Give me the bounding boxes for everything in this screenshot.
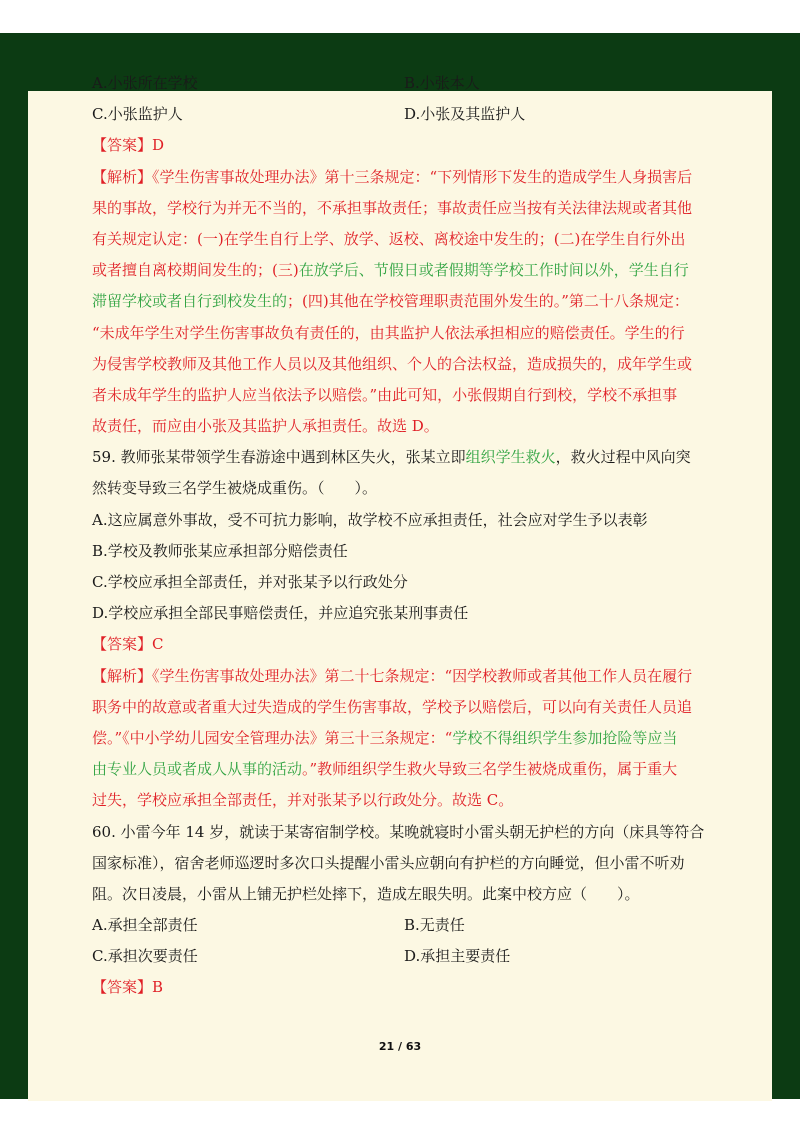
text-line	[92, 193, 692, 224]
q60-answer: 【答案】B	[92, 978, 164, 997]
text-run: 为侵害学校教师及其他工作人员以及其他组织、个人的合法权益，造成损失的，成年学生或	[92, 354, 693, 373]
q59-stem	[92, 442, 692, 504]
q60-option-b: B.无责任	[404, 916, 465, 935]
q60-option-c: C.承担次要责任	[92, 947, 198, 966]
q58-answer: 【答案】D	[92, 136, 165, 155]
text-run: 然转变导致三名学生被烧成重伤。（ ）。	[92, 479, 378, 498]
text-run: 【解析】《学生伤害事故处理办法》第十三条规定：“下列情形下发生的造成学生人身损害后	[92, 167, 693, 186]
text-run: 在放学后、节假日或者假期等学校工作时间以外，学生自行	[298, 261, 689, 280]
text-line	[92, 442, 692, 473]
text-line	[92, 785, 692, 816]
text-run: 由专业人员或者成人从事的活动	[92, 760, 303, 779]
q58-analysis	[92, 162, 692, 443]
text-run: 故责任，而应由小张及其监护人承担责任。故选 D。	[92, 417, 439, 436]
text-line	[92, 224, 692, 255]
text-run: 组织学生救火	[465, 448, 556, 467]
text-run: ，救火过程中风向突	[555, 448, 691, 467]
text-line	[92, 380, 692, 411]
text-run: 偿。”《中小学幼儿园安全管理办法》第三十三条规定：“	[92, 728, 453, 747]
q59-option-d: D.学校应承担全部民事赔偿责任，并应追究张某刑事责任	[92, 604, 469, 623]
text-line	[92, 411, 692, 442]
q59-answer: 【答案】C	[92, 635, 164, 654]
text-line	[92, 723, 692, 754]
q58-option-a: A.小张所在学校	[92, 74, 198, 92]
text-run: 【解析】《学生伤害事故处理办法》第二十七条规定：“因学校教师或者其他工作人员在履行	[92, 666, 693, 685]
q58-option-b: B.小张本人	[404, 74, 480, 92]
text-line	[92, 286, 692, 317]
q60-options-row-2	[92, 941, 692, 972]
text-line	[92, 661, 692, 692]
q59-option-a: A.这应属意外事故，受不可抗力影响，故学校不应承担责任，社会应对学生予以表彰	[92, 510, 648, 529]
text-run: 。”教师组织学生救火导致三名学生被烧成重伤，属于重大	[302, 760, 678, 779]
q60-option-a: A.承担全部责任	[92, 916, 198, 935]
text-run: 或者擅自离校期间发生的；(三)	[92, 261, 299, 280]
page-number: 21 / 63	[378, 1040, 422, 1053]
q60-option-d: D.承担主要责任	[404, 947, 511, 966]
text-run: 学校不得组织学生参加抢险等应当	[452, 728, 678, 747]
q59-option-c: C.学校应承担全部责任，并对张某予以行政处分	[92, 573, 408, 591]
document-content	[92, 68, 705, 1004]
q60-stem-line: 国家标准），宿舍老师巡逻时多次口头提醒小雷头应朝向有护栏的方向睡觉，但小雷不听劝	[92, 853, 685, 872]
q59-option-b: B.学校及教师张某应承担部分赔偿责任	[92, 541, 348, 560]
text-run: 职务中的故意或者重大过失造成的学生伤害事故，学校予以赔偿后，可以向有关责任人员追	[92, 697, 693, 716]
text-line	[92, 692, 692, 723]
q59-analysis	[92, 661, 692, 817]
text-run: 者未成年学生的监护人应当依法予以赔偿。”由此可知，小张假期自行到校，学校不承担事	[92, 385, 678, 404]
q58-option-c: C.小张监护人	[92, 105, 183, 124]
q60-options-row-1	[92, 910, 692, 941]
text-run: 有关规定认定：(一)在学生自行上学、放学、返校、离校途中发生的；(二)在学生自行外出	[92, 229, 686, 248]
q60-stem-line: 阻。次日凌晨，小雷从上铺无护栏处摔下，造成左眼失明。此案中校方应（ ）。	[92, 884, 640, 903]
text-run: 滞留学校或者自行到校发生的	[92, 292, 288, 311]
text-line	[92, 473, 692, 504]
text-run: 过失，学校应承担全部责任，并对张某予以行政处分。故选 C。	[92, 791, 514, 810]
q58-options-row-2	[92, 99, 692, 130]
q58-option-d: D.小张及其监护人	[404, 105, 526, 124]
text-run: “未成年学生对学生伤害事故负有责任的，由其监护人依法承担相应的赔偿责任。学生的行	[92, 323, 685, 342]
q58-options-row-1	[92, 68, 692, 99]
text-line	[92, 318, 692, 349]
text-run: 果的事故，学校行为并无不当的，不承担事故责任；事故责任应当按有关法律法规或者其他	[92, 198, 693, 217]
text-run: ；(四)其他在学校管理职责范围外发生的。”第二十八条规定：	[287, 292, 689, 311]
text-line	[92, 255, 692, 286]
text-line	[92, 162, 692, 193]
text-run: 59. 教师张某带领学生春游途中遇到林区失火，张某立即	[92, 448, 466, 467]
q60-stem-line: 60. 小雷今年 14 岁，就读于某寄宿制学校。某晚就寝时小雷头朝无护栏的方向（床具等符合	[92, 822, 705, 841]
text-line	[92, 349, 692, 380]
text-line	[92, 754, 692, 785]
